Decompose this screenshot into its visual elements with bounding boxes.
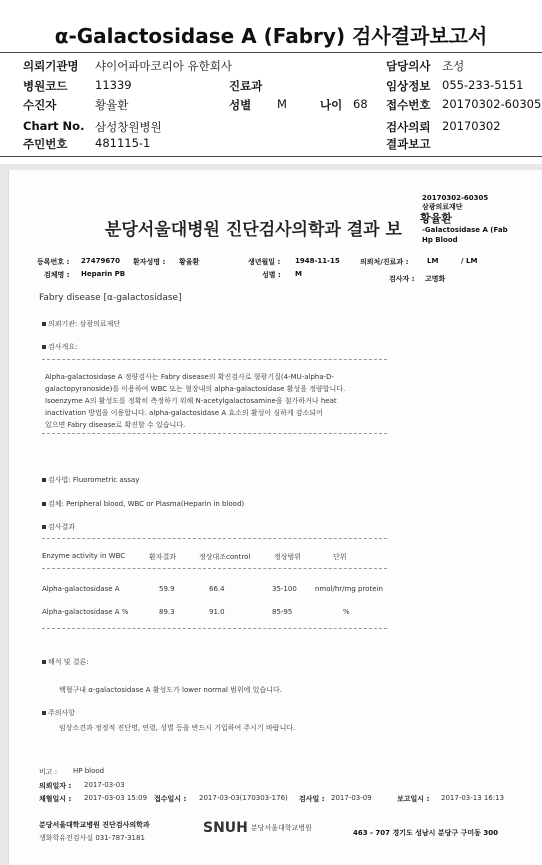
- note-label: 주의사항: [48, 709, 76, 717]
- table-header: 단위: [333, 553, 347, 561]
- page-title: α-Galactosidase A (Fabry) 검사결과보고서: [54, 24, 488, 48]
- label-result-report: 결과보고: [386, 137, 431, 151]
- stamp-specimen: Hp Blood: [422, 236, 458, 244]
- value-patient-name: 황율환: [179, 258, 200, 266]
- test-name: Fabry disease [α-galactosidase]: [39, 293, 182, 303]
- bullet-icon: [42, 322, 46, 326]
- label-department: 진료과: [229, 79, 263, 93]
- label-age: 나이: [320, 98, 343, 112]
- note-heading: [42, 708, 75, 718]
- method-line: [42, 475, 139, 485]
- label-specimen: 검체명 :: [44, 271, 70, 279]
- label-patient-name: 환자성명 :: [133, 258, 166, 266]
- divider: [0, 52, 542, 53]
- report-header: [0, 0, 542, 164]
- value-reg-no: 27479670: [81, 257, 120, 265]
- value-tester: 고명화: [425, 275, 446, 283]
- value-test-request: 20170302: [442, 119, 501, 133]
- label-sex: 성별: [229, 98, 252, 112]
- table-cell: Alpha-galactosidase A %: [42, 608, 129, 616]
- label-test-date: 검사일 :: [299, 795, 325, 803]
- stamp-patient: 황율환: [420, 212, 452, 225]
- label-dob: 생년월일 :: [248, 258, 281, 266]
- table-cell: 35-100: [272, 585, 297, 593]
- value-dob: 1948-11-15: [295, 257, 340, 265]
- sample-line: [42, 499, 244, 509]
- label-resident-no: 주민번호: [23, 137, 68, 151]
- value-dept2: / LM: [461, 257, 478, 265]
- label-patient: 수진자: [23, 98, 57, 112]
- value-collect-date: 2017-03-03 15:09: [84, 794, 148, 802]
- value-request-date: 2017-03-03: [84, 781, 125, 789]
- overview-line: galactopyranoside)를 이용하여 WBC 또는 혈장내의 alpha-galactosidase 활성을 정량합니다.: [45, 385, 346, 393]
- table-header: 환자결과: [149, 553, 177, 561]
- table-cell: nmol/hr/mg protein: [315, 585, 383, 593]
- value-accession: 20170302-60305: [442, 97, 542, 111]
- table-header: Enzyme activity in WBC: [42, 552, 126, 560]
- label-physician: 담당의사: [386, 59, 431, 73]
- value-remark: HP blood: [73, 767, 105, 775]
- overview-line: Isoenzyme A의 활성도를 정확히 측정하기 위해 N-acetylgalactosamine을 첨가하거나 heat: [45, 397, 337, 405]
- interp-heading: [42, 657, 89, 667]
- label-request-date: 의뢰일자 :: [39, 782, 72, 790]
- table-cell: 85-95: [272, 608, 293, 616]
- label-accession: 접수번호: [386, 98, 431, 112]
- dashed-divider: [42, 359, 387, 360]
- sample-text: 검체: Peripheral blood, WBC or Plasma(Heparin in blood): [48, 500, 245, 508]
- value-physician: 조성: [442, 59, 465, 73]
- bullet-icon: [42, 478, 46, 482]
- label-test-request: 검사의뢰: [386, 120, 431, 134]
- value-report-sex: M: [295, 270, 302, 278]
- value-age: 68: [353, 97, 368, 111]
- label-reg-no: 등록번호 :: [37, 258, 70, 266]
- dashed-divider: [42, 538, 387, 539]
- table-cell: 59.9: [159, 585, 175, 593]
- overview-line: inactivation 방법을 이용합니다. alpha-galactosidase A 효소의 활성이 심하게 감소되어: [45, 409, 323, 417]
- result-heading: [42, 522, 75, 532]
- ref-institution-text: 의뢰기관: 삼광의료재단: [48, 320, 121, 328]
- label-ordering-institution: 의뢰기관명: [23, 59, 79, 73]
- bullet-icon: [42, 502, 46, 506]
- stamp-test: -Galactosidase A (Fab: [422, 226, 508, 234]
- note-text: 임상소견과 정정적 진단명, 연령, 성별 등을 반드시 기입하여 주시기 바랍니다.: [59, 724, 296, 732]
- label-tester: 검사자 :: [389, 275, 415, 283]
- overview-heading: [42, 342, 77, 352]
- value-hospital-code: 11339: [95, 78, 132, 92]
- report-title: 분당서울대병원 진단검사의학과 결과 보: [105, 220, 402, 240]
- bullet-icon: [42, 345, 46, 349]
- ref-institution: [42, 319, 120, 329]
- dashed-divider: [42, 568, 387, 569]
- label-dept: 의뢰처/진료과 :: [360, 258, 409, 266]
- table-header: 정상범위: [274, 553, 302, 561]
- table-cell: 89.3: [159, 608, 175, 616]
- label-report-sex: 성별 :: [262, 271, 281, 279]
- dashed-divider: [42, 433, 387, 434]
- table-cell: Alpha-galactosidase A: [42, 585, 120, 593]
- label-hospital-code: 병원코드: [23, 79, 68, 93]
- overview-label: 검사개요:: [48, 343, 78, 351]
- value-sex: M: [277, 97, 287, 111]
- hospital-logo: [203, 820, 312, 836]
- value-test-date: 2017-03-09: [331, 794, 372, 802]
- logo-text: SNUH: [203, 820, 248, 836]
- table-cell: 91.0: [209, 608, 225, 616]
- scanned-report: [8, 170, 542, 865]
- value-clinical-info: 055-233-5151: [442, 78, 524, 92]
- value-patient: 황율환: [95, 98, 129, 112]
- value-receive-date: 2017-03-03(170303-176): [199, 794, 288, 802]
- divider: [0, 156, 542, 157]
- logo-subtext: 분당서울대학교병원: [250, 824, 312, 832]
- value-specimen: Heparin PB: [81, 270, 126, 278]
- bullet-icon: [42, 525, 46, 529]
- interp-text: 백혈구내 α-galactosidase A 활성도가 lower normal 범위에 있습니다.: [59, 686, 282, 694]
- label-remark: 비고 :: [39, 768, 58, 776]
- label-chart-no: Chart No.: [23, 119, 85, 133]
- stamp-lab: 삼광의료재단: [422, 203, 463, 211]
- bullet-icon: [42, 711, 46, 715]
- value-resident-no: 481115-1: [95, 136, 151, 150]
- overview-line: Alpha-galactosidase A 정량검사는 Fabry disease의 확진검사로 형광기질(4-MU-alpha-D-: [45, 373, 335, 381]
- value-chart-no: 삼성창원병원: [95, 120, 162, 134]
- label-collect-date: 채혈일시 :: [39, 795, 72, 803]
- interp-label: 해석 및 결론:: [48, 658, 89, 666]
- footer-address: 463 - 707 경기도 성남시 분당구 구미동 300: [353, 829, 498, 837]
- dashed-divider: [42, 628, 387, 629]
- label-report-date: 보고일시 :: [397, 795, 430, 803]
- value-ordering-institution: 샤이어파마코리아 유한회사: [95, 59, 232, 73]
- bullet-icon: [42, 660, 46, 664]
- value-dept: LM: [427, 257, 439, 265]
- table-header: 정상대조control: [199, 553, 251, 561]
- result-label: 검사결과: [48, 523, 76, 531]
- table-cell: %: [343, 608, 350, 616]
- value-report-date: 2017-03-13 16:13: [441, 794, 505, 802]
- table-cell: 66.4: [209, 585, 225, 593]
- stamp-accession: 20170302-60305: [422, 194, 489, 202]
- label-clinical-info: 임상정보: [386, 79, 431, 93]
- footer-org: 분당서울대학교병원 진단검사의학과: [39, 821, 150, 829]
- footer-contact: 생화학유전검사실 031-787-3181: [39, 834, 145, 842]
- method-text: 검사법: Fluorometric assay: [48, 476, 140, 484]
- overview-line: 있으면 Fabry disease로 확진할 수 있습니다.: [45, 421, 186, 429]
- label-receive-date: 접수일시 :: [154, 795, 187, 803]
